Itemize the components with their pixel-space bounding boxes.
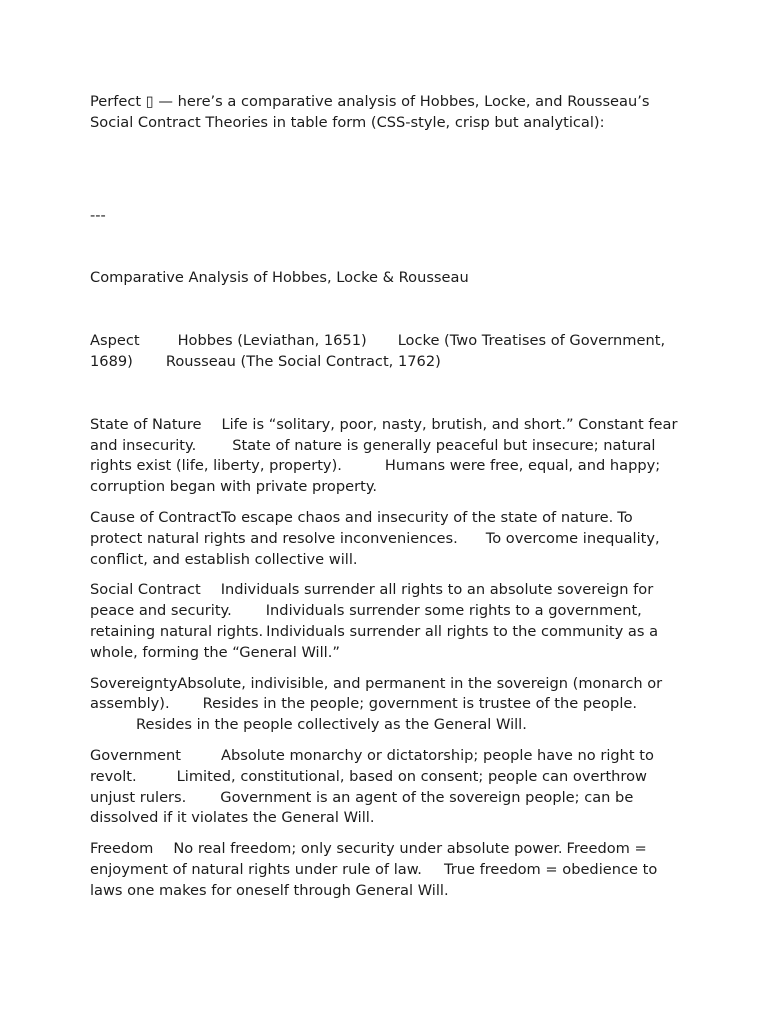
row-hobbes: To escape chaos and insecurity of the state of nature. <box>221 508 614 526</box>
row-locke: State of nature is generally peaceful but insecure; natural rights exist (life, liberty, property). <box>90 436 656 475</box>
row-hobbes: Individuals surrender all rights to an absolute sovereign for peace and security. <box>90 581 654 620</box>
table-row <box>90 839 682 901</box>
header-rousseau: Rousseau (The Social Contract, 1762) <box>165 352 441 370</box>
table-row <box>90 508 682 570</box>
table-header-row <box>90 331 682 373</box>
row-hobbes: Life is “solitary, poor, nasty, brutish, and short.” Constant fear and insecurity. <box>90 415 678 454</box>
row-aspect: State of Nature <box>90 415 202 433</box>
row-aspect: Social Contract <box>90 581 201 599</box>
row-rousseau: To overcome inequality, conflict, and establish collective will. <box>90 529 660 568</box>
header-hobbes: Hobbes (Leviathan, 1651) <box>177 332 367 350</box>
row-locke: To protect natural rights and resolve inconveniences. <box>90 508 633 547</box>
row-rousseau: Resides in the people collectively as the General Will. <box>136 716 527 734</box>
row-rousseau: Individuals surrender all rights to the community as a whole, forming the “General Will.” <box>90 622 659 661</box>
table-row <box>90 580 682 663</box>
row-aspect: Government <box>90 746 182 764</box>
section-heading: Comparative Analysis of Hobbes, Locke & Rousseau <box>90 269 469 287</box>
table-row <box>90 674 682 736</box>
row-rousseau: True freedom = obedience to laws one makes for oneself through General Will. <box>90 860 658 899</box>
separator-line: --- <box>90 206 106 224</box>
row-aspect: Cause of Contract <box>90 508 222 526</box>
row-locke: Freedom = enjoyment of natural rights under rule of law. <box>90 840 647 878</box>
row-locke: Limited, constitutional, based on consent; people can overthrow unjust rulers. <box>90 767 647 806</box>
row-hobbes: Absolute, indivisible, and permanent in the sovereign (monarch or assembly). <box>90 674 663 713</box>
intro-paragraph: Perfect ▯ — here’s a comparative analysis of Hobbes, Locke, and Rousseau’s Social Contract Theories in table form (CSS-style, crisp but analytical): <box>90 93 650 131</box>
row-rousseau: Government is an agent of the sovereign people; can be dissolved if it violates the General Will. <box>90 788 634 827</box>
header-aspect: Aspect <box>90 332 140 350</box>
header-locke: Locke (Two Treatises of Government, 1689) <box>90 332 666 370</box>
table-row <box>90 415 682 498</box>
row-locke: Resides in the people; government is trustee of the people. <box>202 695 637 713</box>
row-aspect: Freedom <box>90 840 154 858</box>
document-body <box>90 92 682 902</box>
row-aspect: Sovereignty <box>90 674 178 692</box>
row-locke: Individuals surrender some rights to a government, retaining natural rights. <box>90 602 642 640</box>
row-rousseau: Humans were free, equal, and happy; corruption began with private property. <box>90 457 661 496</box>
row-hobbes: No real freedom; only security under absolute power. <box>173 840 563 858</box>
table-row <box>90 746 682 829</box>
row-hobbes: Absolute monarchy or dictatorship; people have no right to revolt. <box>90 746 654 785</box>
